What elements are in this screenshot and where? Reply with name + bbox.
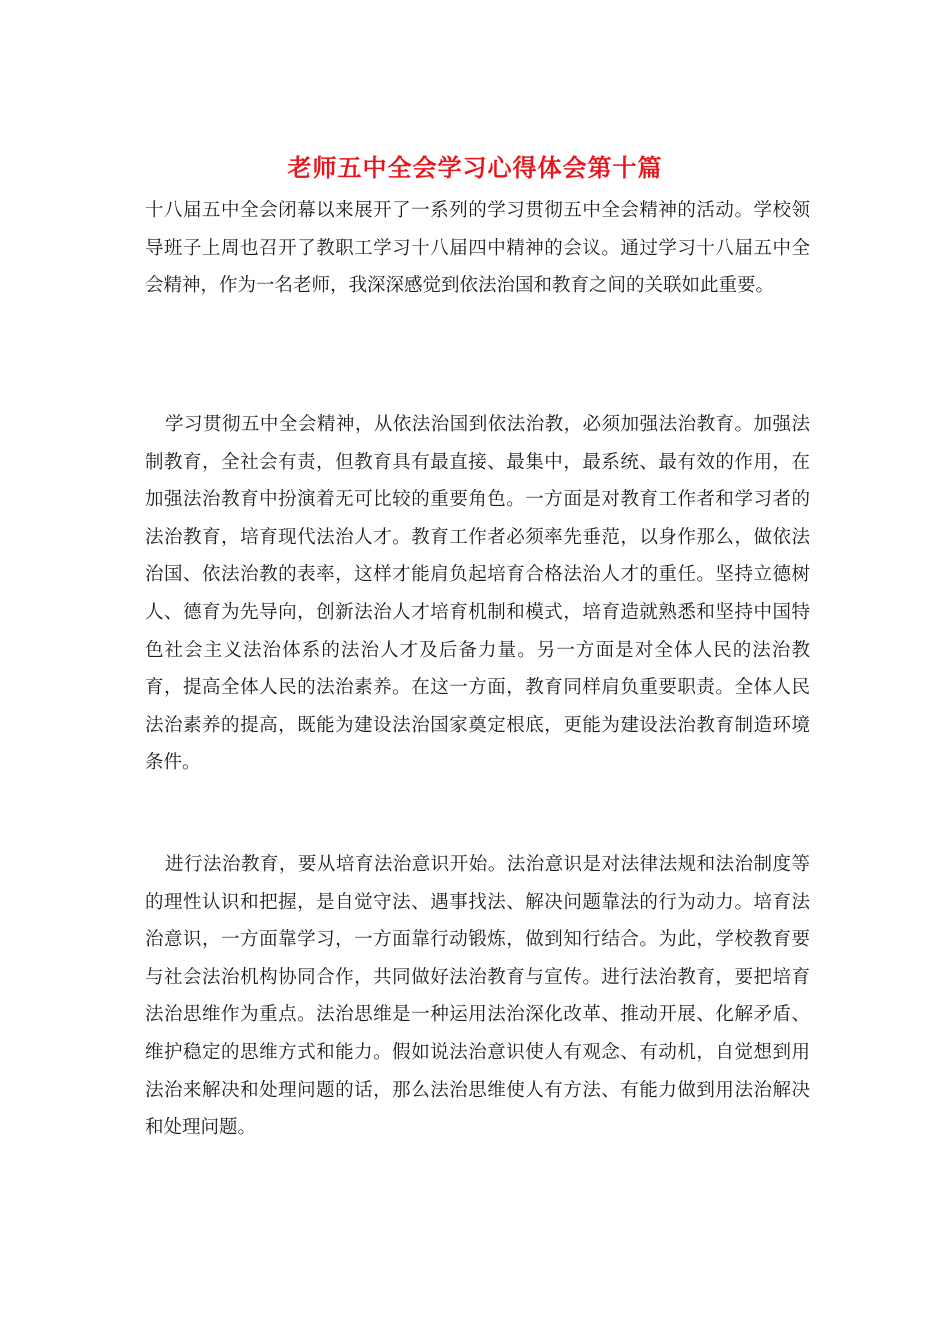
paragraph-1: 十八届五中全会闭幕以来展开了一系列的学习贯彻五中全会精神的活动。学校领导班子上周也召开了教职工学习十八届四中精神的会议。通过学习十八届五中全会精神，作为一名老师，我深深感觉到依法治国和教育之间的关联如此重要。 [145,200,810,297]
document-title: 老师五中全会学习心得体会第十篇 [287,153,663,182]
paragraph-2: 学习贯彻五中全会精神，从依法治国到依法治教，必须加强法治教育。加强法制教育，全社会有责，但教育具有最直接、最集中，最系统、最有效的作用，在加强法治教育中扮演着无可比较的重要角色。一方面是对教育工作者和学习者的法治教育，培育现代法治人才。教育工作者必须率先垂范，以身作那么，做依法治国、依法治教的表率，这样才能肩负起培育合格法治人才的重任。坚持立德树人、德育为先导向，创新法治人才培育机制和模式，培育造就熟悉和坚持中国特色社会主义法治体系的法治人才及后备力量。另一方面是对全体人民的法治教育，提高全体人民的法治素养。在这一方面，教育同样肩负重要职责。全体人民法治素养的提高，既能为建设法治国家奠定根底，更能为建设法治教育制造环境条件。 [145,414,810,774]
paragraph-3: 进行法治教育，要从培育法治意识开始。法治意识是对法律法规和法治制度等的理性认识和把握，是自觉守法、遇事找法、解决问题靠法的行为动力。培育法治意识，一方面靠学习，一方面靠行动锻炼，做到知行结合。为此，学校教育要与社会法治机构协同合作，共同做好法治教育与宣传。进行法治教育，要把培育法治思维作为重点。法治思维是一种运用法治深化改革、推动开展、化解矛盾、维护稳定的思维方式和能力。假如说法治意识使人有观念、有动机，自觉想到用法治来解决和处理问题的话，那么法治思维使人有方法、有能力做到用法治解决和处理问题。 [145,854,810,1139]
